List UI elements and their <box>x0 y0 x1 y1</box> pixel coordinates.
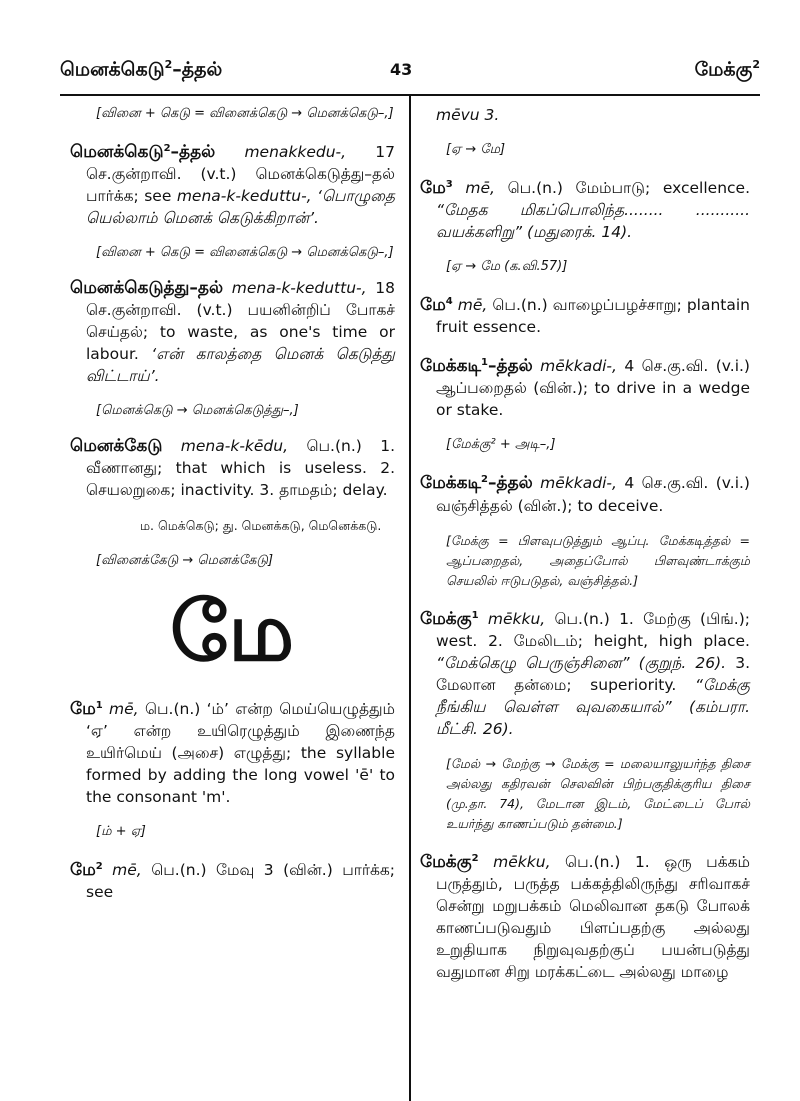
cognates: ம. மெக்கெடு; து. மெனக்கடு, மெனெக்கடு. <box>140 518 382 534</box>
transliteration: mēkkadi-, <box>540 474 617 493</box>
headword: மெனக்கேடு <box>70 436 163 457</box>
dictionary-entry: மே$^4$ mē, பெ.(n.) வாழைப்பழச்சாறு; plantain fruit essence. <box>420 295 750 337</box>
definition: பெ.(n.) வாழைப்பழச்சாறு; plantain fruit essence. <box>436 296 750 337</box>
dictionary-entry: மே$^1$ mē, பெ.(n.) ‘ம்’ என்ற மெய்யெழுத்தும் ‘ஏ’ என்ற உயிரெழுத்தும் இணைந்த உயிர்மெய் (அசை) எழுத்து; the syllable formed by adding the long vowel 'ē' to the consonant 'm'. <box>70 699 396 807</box>
transliteration: mēkku, <box>487 609 546 628</box>
headword: மேக்கடி <box>420 356 482 377</box>
etymology: [வினை + கெடு = வினைக்கெடு → மெனக்கெடு–,] <box>96 245 394 261</box>
quotation: “மேக்கு நீங்கிய வெள்ள வுவகையால்” (கம்பரா. மீட்சி. 26). <box>436 675 750 738</box>
headword: மே <box>70 860 96 881</box>
definition: பெ.(n.) 1. வீணானது; that which is useless. 2. செயலறுகை; inactivity. 3. தாமதம்; delay. <box>86 437 395 500</box>
headword: மெனக்கெடுத்து–தல் <box>70 278 224 299</box>
section-letter: மே <box>170 584 295 681</box>
page-number: 43 <box>390 60 413 79</box>
dictionary-entry: மேக்கு$^2$ mēkku, பெ.(n.) 1. ஒரு பக்கம் பருத்தும், பருத்த பக்கத்திலிருந்து சரிவாகச் சென்று மறுபக்கம் மெலிவான தகடு போலக் காணப்படுவதும் பிளப்பதற்கு அல்லது உறுதியாக நிறுவுவதற்குப் பயன்படுத்து வதுமான சிறு மரக்கட்டை அல்லது மாழை <box>420 851 750 981</box>
transliteration: mē, <box>109 700 139 719</box>
quotation: ‘என் காலத்தை மெனக் கெடுத்து விட்டாய்’. <box>86 345 395 386</box>
definition: 4 செ.கு.வி. (v.i.) வஞ்சித்தல் (வின்.); to deceive. <box>436 474 750 515</box>
etymology: [ஏ → மே (க.வி.57)] <box>446 259 568 275</box>
transliteration: mēkku, <box>493 852 551 871</box>
definition: 4 செ.கு.வி. (v.i.) ஆப்பறைதல் (வின்.); to drive in a wedge or stake. <box>436 357 750 420</box>
etymology: [வினை + கெடு = வினைக்கெடு → மெனக்கெடு–,] <box>96 106 394 121</box>
headword: மே <box>420 178 446 199</box>
right-column <box>420 104 750 997</box>
transliteration: mena-k-keduttu-, <box>231 279 367 298</box>
headword: மே <box>420 295 446 316</box>
dictionary-entry: மேக்கடி$^2$–த்தல் mēkkadi-, 4 செ.கு.வி. (v.i.) வஞ்சித்தல் (வின்.); to deceive. <box>420 473 750 515</box>
dictionary-entry <box>70 435 395 501</box>
entry-continuation: mēvu 3. <box>436 106 500 124</box>
page-header <box>60 58 760 92</box>
quotation: “மேதக மிகப்பொலிந்த........ ........... வயக்களிறு” (மதுரைக். 14). <box>436 201 750 242</box>
headword: மெனக்கெடு <box>70 142 164 163</box>
definition: பெ.(n.) 1. ஒரு பக்கம் பருத்தும், பருத்த பக்கத்திலிருந்து சரிவாகச் சென்று மறுபக்கம் மெலிவான தகடு போலக் காணப்படுவதும் பிளப்பதற்கு அல்லது உறுதியாக நிறுவுவதற்குப் பயன்படுத்து வதுமான சிறு மரக்கட்டை அல்லது மாழை <box>436 852 750 981</box>
header-left-headword: மெனக்கெடு$^2$–த்தல் <box>60 58 223 81</box>
definition: பெ.(n.) 1. மேற்கு (பிங்.); west. 2. மேலிடம்; height, high place. <box>436 609 750 650</box>
transliteration: mē, <box>112 861 142 880</box>
header-right-headword: மேக்கு$^2$ <box>694 58 760 81</box>
left-column <box>70 104 395 917</box>
definition: பெ.(n.) மேம்பாடு; excellence. <box>507 179 751 198</box>
column-divider <box>409 96 411 1101</box>
etymology: [ஏ → மே] <box>446 142 506 157</box>
etymology: [மேக்கு = பிளவுபடுத்தும் ஆப்பு. மேக்கடித்தல் = ஆப்பறைதல், அதைப்போல் பிளவுண்டாக்கும் செயலில் ஈடுபடுதல், வஞ்சித்தல்.] <box>446 532 750 588</box>
definition: 18 செ.குன்றாவி. (v.t.) பயனின்றிப் போகச் செய்தல்; to waste, as one's time or labour. <box>86 279 395 364</box>
transliteration: mē, <box>457 296 488 315</box>
quotation: “மேக்கெழு பெருஞ்சினை” (குறுந். 26). <box>436 653 727 672</box>
etymology: [மெனக்கெடு → மெனக்கெடுத்து–,] <box>96 403 299 419</box>
etymology: [மேக்கு² + அடி–,] <box>446 437 556 453</box>
headword: மேக்கடி <box>420 473 482 494</box>
quotation: ‘பொழுதை யெல்லாம் மெனக் கெடுக்கிறான்’. <box>86 187 395 228</box>
dictionary-entry: மெனக்கெடு$^2$–த்தல் menakkedu-, 17 செ.குன்றாவி. (v.t.) மெனக்கெடுத்து–தல் பார்க்க; see mena-k-keduttu-, ‘பொழுதை யெல்லாம் மெனக் கெடுக்கிறான்’. <box>70 142 395 228</box>
transliteration: mena-k-kēdu, <box>180 437 289 456</box>
definition: பெ.(n.) மேவு 3 (வின்.) பார்க்க; see <box>86 861 395 902</box>
dictionary-entry: மேக்கடி$^1$–த்தல் mēkkadi-, 4 செ.கு.வி. (v.i.) ஆப்பறைதல் (வின்.); to drive in a wedge or stake. <box>420 356 750 420</box>
transliteration: mēkkadi-, <box>540 357 617 376</box>
headword: மேக்கு <box>420 851 472 872</box>
definition: பெ.(n.) ‘ம்’ என்ற மெய்யெழுத்தும் ‘ஏ’ என்ற உயிரெழுத்தும் இணைந்த உயிர்மெய் (அசை) எழுத்து; the syllable formed by adding the long vowel 'ē' to the consonant 'm'. <box>86 700 396 807</box>
etymology: [மேல் → மேற்கு → மேக்கு = மலையாலுயர்ந்த திசை அல்லது கதிரவன் செலவின் பிற்பகுதிக்குரிய திசை (மு.தா. 74), மேடான இடம், மேட்டைப் போல் உயர்ந்து காணப்படும் தன்மை.] <box>446 755 750 831</box>
dictionary-entry: மே$^2$ mē, பெ.(n.) மேவு 3 (வின்.) பார்க்க; see <box>70 860 395 902</box>
dictionary-entry: மேக்கு$^1$ mēkku, பெ.(n.) 1. மேற்கு (பிங்.); west. 2. மேலிடம்; height, high place. “மேக்கெழு பெருஞ்சினை” (குறுந். 26). 3. மேலான தன்மை; superiority. “மேக்கு நீங்கிய வெள்ள வுவகையால்” (கம்பரா. மீட்சி. 26). <box>420 608 750 738</box>
headword: மேக்கு <box>420 608 472 629</box>
transliteration: mē, <box>465 179 495 198</box>
dictionary-entry: மே$^3$ mē, பெ.(n.) மேம்பாடு; excellence. “மேதக மிகப்பொலிந்த........ ........... வயக்களிறு” (மதுரைக். 14). <box>420 178 751 242</box>
dictionary-entry <box>70 277 395 387</box>
etymology: [வினைக்கேடு → மெனக்கேடு] <box>96 553 274 569</box>
transliteration: menakkedu-, <box>244 143 347 162</box>
definition: 17 செ.குன்றாவி. (v.t.) மெனக்கெடுத்து–தல் பார்க்க; see <box>86 143 395 206</box>
headword: மே <box>70 699 96 720</box>
etymology: [ம் + ஏ] <box>96 824 146 840</box>
